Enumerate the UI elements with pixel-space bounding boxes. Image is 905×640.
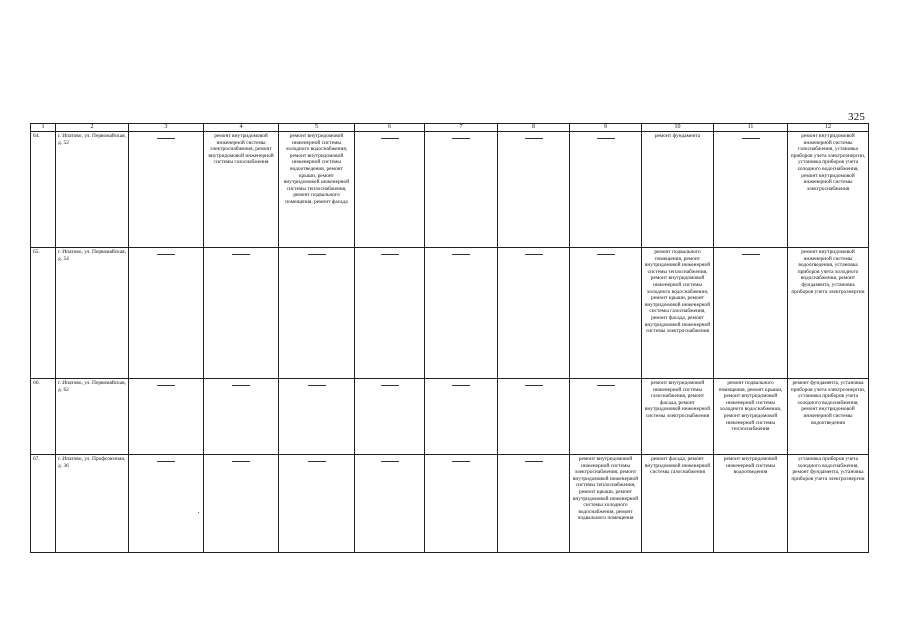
- dash-mark: [381, 138, 399, 139]
- work-cell: ремонт подвального помещения, ремонт крыши, ремонт внутридомовой инженерной системы холодного водоснабжения, ремонт внутридомовой инженерной системы теплоснабжения: [714, 379, 788, 455]
- dash-mark: [742, 254, 760, 255]
- empty-cell: [204, 379, 279, 455]
- empty-cell: [570, 379, 642, 455]
- dash-mark: [452, 385, 470, 386]
- row-number: 64.: [31, 132, 56, 248]
- address-cell: г. Ипатово, ул. Профсоюзная, д. 36: [56, 455, 129, 553]
- dash-mark: [452, 254, 470, 255]
- work-cell: ремонт фундамента, установка приборов учета электроэнергии, установка приборов учета холодного водоснабжения, ремонт внутридомовой инженерной системы водоотведения: [788, 379, 869, 455]
- empty-cell: [425, 455, 498, 553]
- empty-cell: [498, 455, 570, 553]
- page-number: 325: [848, 111, 866, 123]
- empty-cell: [204, 455, 279, 553]
- dash-mark: [525, 385, 543, 386]
- empty-cell: [355, 455, 425, 553]
- work-cell: установка приборов учета холодного водоснабжения, ремонт фундамента, установка приборов учета электроэнергии: [788, 455, 869, 553]
- dash-mark: [597, 385, 615, 386]
- column-number-2: 2: [56, 124, 129, 132]
- column-number-8: 8: [498, 124, 570, 132]
- table-row: [31, 455, 869, 553]
- empty-cell: [714, 132, 788, 248]
- work-cell: ремонт фасада, ремонт внутридомовой инженерной системы газоснабжения: [642, 455, 714, 553]
- header-row: [31, 124, 869, 132]
- table-row: [31, 248, 869, 379]
- table-body: [31, 132, 869, 553]
- dash-mark: [157, 385, 175, 386]
- row-number: 67.: [31, 455, 56, 553]
- column-number-4: 4: [204, 124, 279, 132]
- empty-cell: [498, 379, 570, 455]
- empty-cell: [425, 132, 498, 248]
- repair-schedule-table: [30, 123, 869, 553]
- dash-mark: [381, 385, 399, 386]
- empty-cell: [129, 248, 204, 379]
- empty-cell: [279, 248, 355, 379]
- dash-mark: [157, 461, 175, 462]
- dash-mark: [232, 461, 250, 462]
- empty-cell: [355, 248, 425, 379]
- column-number-10: 10: [642, 124, 714, 132]
- dash-mark: [452, 461, 470, 462]
- work-cell: ремонт внутридомовой инженерной системы электроснабжения, ремонт внутридомовой инженерной системы теплоснабжения, ремонт крыши, ремонт внутридомовой инженерной системы холодного водоснабжения, ремонт подвального помещения: [570, 455, 642, 553]
- empty-cell: [425, 379, 498, 455]
- column-number-3: 3: [129, 124, 204, 132]
- empty-cell: [279, 455, 355, 553]
- column-number-7: 7: [425, 124, 498, 132]
- dash-mark: [525, 461, 543, 462]
- dash-mark: [308, 385, 326, 386]
- work-cell: ремонт внутридомовой инженерной системы водоотведения, установка приборов учета холодного водоснабжения, ремонт фундамента, установка приборов учета электроэнергии: [788, 248, 869, 379]
- empty-cell: [355, 132, 425, 248]
- dash-mark: [597, 254, 615, 255]
- row-number: 66.: [31, 379, 56, 455]
- dash-mark: [597, 138, 615, 139]
- empty-cell: [570, 248, 642, 379]
- empty-cell: [355, 379, 425, 455]
- dash-mark: [232, 254, 250, 255]
- column-number-9: 9: [570, 124, 642, 132]
- empty-cell: [498, 132, 570, 248]
- dash-mark: [381, 461, 399, 462]
- empty-cell: [129, 379, 204, 455]
- table-row: [31, 132, 869, 248]
- dash-mark: [157, 138, 175, 139]
- dash-mark: [232, 385, 250, 386]
- dash-mark: [742, 138, 760, 139]
- dash-mark: [308, 461, 326, 462]
- work-cell: ремонт подвального помещения, ремонт внутридомовой инженерной системы теплоснабжения, ремонт внутридомовой инженерной системы холодного водоснабжения, ремонт крыши, ремонт внутридомовой инженерной системы газоснабжения, ремонт фасада, ремонт внутридомовой инженерной системы электроснабжения: [642, 248, 714, 379]
- empty-cell: [570, 132, 642, 248]
- dash-mark: [157, 254, 175, 255]
- work-cell: ремонт внутридомовой инженерной системы водоотведения: [714, 455, 788, 553]
- column-number-12: 12: [788, 124, 869, 132]
- work-cell: ремонт внутридомовой инженерной системы электроснабжения, ремонт внутридомовой инженерной системы газоснабжения: [204, 132, 279, 248]
- dash-mark: [381, 254, 399, 255]
- work-cell: ремонт внутридомовой инженерной системы газоснабжения, установка приборов учета электроэнергии, установка приборов учета холодного водоснабжения, ремонт внутридомовой инженерной системы электроснабжения: [788, 132, 869, 248]
- column-number-11: 11: [714, 124, 788, 132]
- empty-cell: [279, 379, 355, 455]
- table-row: [31, 379, 869, 455]
- empty-cell: [714, 248, 788, 379]
- row-number: 65.: [31, 248, 56, 379]
- address-cell: г. Ипатово, ул. Первомайская, д. 54: [56, 248, 129, 379]
- empty-cell: [498, 248, 570, 379]
- empty-cell: [129, 132, 204, 248]
- dash-mark: [525, 138, 543, 139]
- dash-mark: [525, 254, 543, 255]
- empty-cell: [204, 248, 279, 379]
- dash-mark: [308, 254, 326, 255]
- column-number-header: [31, 124, 869, 132]
- work-cell: ремонт внутридомовой инженерной системы газоснабжения, ремонт фасада, ремонт внутридомовой инженерной системы электроснабжения: [642, 379, 714, 455]
- column-number-6: 6: [355, 124, 425, 132]
- column-number-1: 1: [31, 124, 56, 132]
- dash-mark: [452, 138, 470, 139]
- address-cell: г. Ипатово, ул. Первомайская, д. 52: [56, 132, 129, 248]
- scan-speck: [198, 512, 199, 513]
- empty-cell: [425, 248, 498, 379]
- column-number-5: 5: [279, 124, 355, 132]
- work-cell: ремонт внутридомовой инженерной системы холодного водоснабжения, ремонт внутридомовой инженерной системы водоотведения, ремонт крыши, ремонт внутридомовой инженерной системы теплоснабжения, ремонт подвального помещения, ремонт фасада: [279, 132, 355, 248]
- address-cell: г. Ипатово, ул. Первомайская, д. 62: [56, 379, 129, 455]
- empty-cell: [129, 455, 204, 553]
- work-cell: ремонт фундамента: [642, 132, 714, 248]
